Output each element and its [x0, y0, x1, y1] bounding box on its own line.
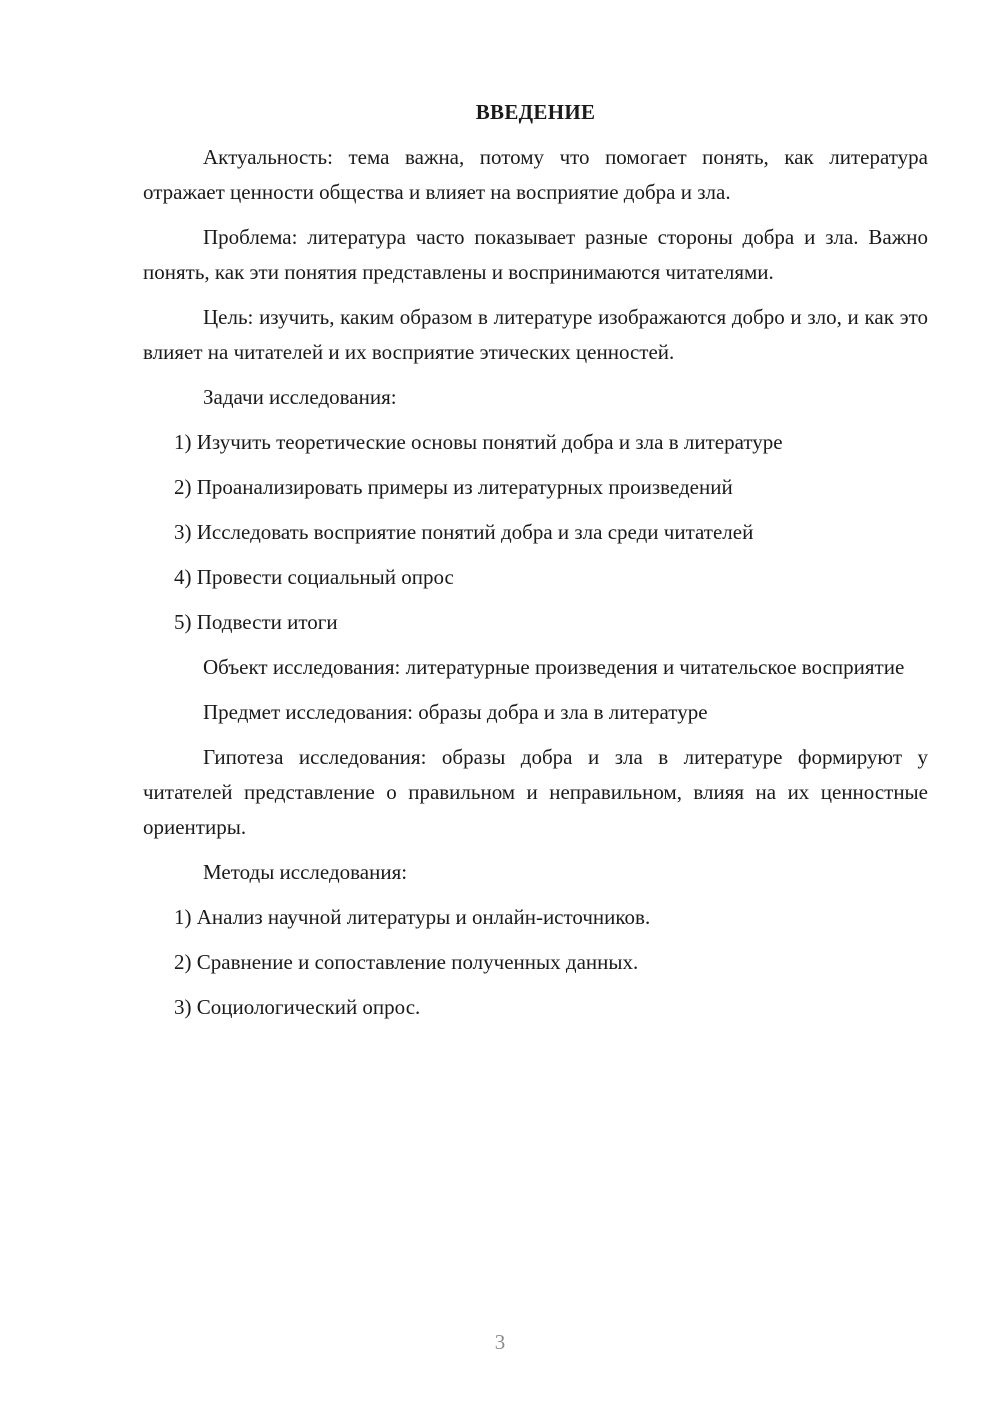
problem-paragraph: Проблема: литература часто показывает разные стороны добра и зла. Важно понять, как эти понятия представлены и воспринимаются читателями.: [143, 225, 928, 284]
subject-paragraph: Предмет исследования: образы добра и зла в литературе: [203, 700, 708, 724]
page-number: 3: [494, 1330, 506, 1354]
list-item: 4) Провести социальный опрос: [174, 565, 454, 589]
list-item: 2) Сравнение и сопоставление полученных данных.: [174, 950, 639, 974]
relevance-paragraph: Актуальность: тема важна, потому что помогает понять, как литература отражает ценности общества и влияет на восприятие добра и зла.: [143, 145, 928, 204]
hypothesis-paragraph: Гипотеза исследования: образы добра и зла в литературе формируют у читателей представление о правильном и неправильном, влияя на их ценностные ориентиры.: [143, 745, 928, 839]
list-item: 1) Изучить теоретические основы понятий добра и зла в литературе: [174, 430, 783, 454]
methods-list: [143, 900, 928, 1025]
list-item: 3) Социологический опрос.: [174, 995, 421, 1019]
methods-heading: Методы исследования:: [203, 860, 408, 884]
tasks-heading: Задачи исследования:: [203, 385, 397, 409]
list-item: 3) Исследовать восприятие понятий добра и зла среди читателей: [174, 520, 754, 544]
object-paragraph: Объект исследования: литературные произведения и читательское восприятие: [203, 655, 905, 679]
document-title: ВВЕДЕНИЕ: [475, 100, 596, 124]
tasks-list: [143, 425, 928, 640]
list-item: 2) Проанализировать примеры из литературных произведений: [174, 475, 733, 499]
goal-paragraph: Цель: изучить, каким образом в литературе изображаются добро и зло, и как это влияет на читателей и их восприятие этических ценностей.: [143, 305, 928, 364]
list-item: 1) Анализ научной литературы и онлайн-источников.: [174, 905, 651, 929]
list-item: 5) Подвести итоги: [174, 610, 338, 634]
document-page: [143, 95, 928, 1035]
